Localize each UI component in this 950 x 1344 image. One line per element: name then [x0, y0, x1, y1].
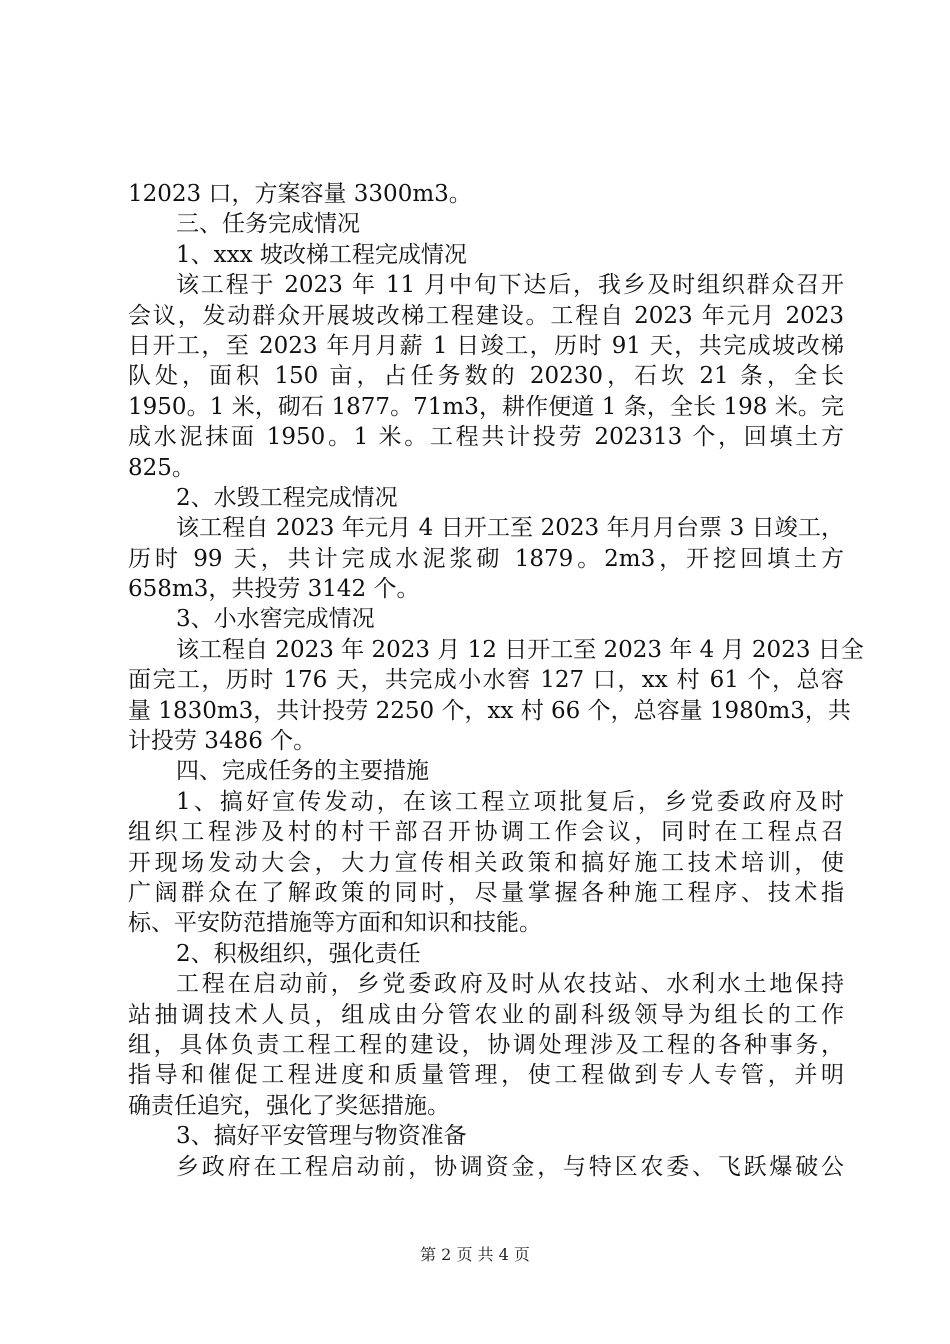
text-line: 面完工，历时 176 天，共完成小水窖 127 口，xx 村 61 个，总容 — [128, 667, 844, 694]
text-line: 乡政府在工程启动前，协调资金，与特区农委、飞跃爆破公 — [176, 1153, 844, 1180]
text-line: 组织工程涉及村的村干部召开协调工作会议，同时在工程点召 — [128, 819, 844, 846]
text-line: 开现场发动大会，大力宣传相关政策和搞好施工技术培训，使 — [128, 849, 844, 876]
text-line: 1、搞好宣传发动，在该工程立项批复后，乡党委政府及时 — [176, 788, 844, 815]
subsection-heading: 3、搞好平安管理与物资准备 — [176, 1123, 467, 1150]
text-line: 确责任追究，强化了奖惩措施。 — [128, 1092, 450, 1119]
text-line: 1950。1 米，砌石 1877。71m3，耕作便道 1 条，全长 198 米。完 — [128, 393, 844, 420]
text-line: 825。 — [128, 454, 195, 481]
text-line: 标、平安防范措施等方面和知识和技能。 — [128, 910, 542, 937]
text-line: 该工程自 2023 年元月 4 日开工至 2023 年月月台票 3 日竣工， — [176, 515, 844, 542]
text-line: 站抽调技术人员，组成由分管农业的副科级领导为组长的工作 — [128, 1001, 844, 1028]
body-text — [128, 179, 864, 1182]
subsection-heading: 1、xxx 坡改梯工程完成情况 — [176, 241, 467, 268]
text-line: 指导和催促工程进度和质量管理，使工程做到专人专管，并明 — [128, 1062, 844, 1089]
text-line: 该工程自 2023 年 2023 月 12 日开工至 2023 年 4 月 2023 日全 — [176, 636, 864, 663]
text-line: 量 1830m3，共计投劳 2250 个，xx 村 66 个，总容量 1980m3，共 — [128, 697, 851, 724]
text-line: 历时 99 天，共计完成水泥浆砌 1879。2m3，开挖回填土方 — [128, 545, 844, 572]
subsection-heading: 3、小水窖完成情况 — [176, 606, 375, 633]
text-line: 计投劳 3486 个。 — [128, 728, 317, 755]
section-heading: 三、任务完成情况 — [176, 211, 360, 238]
text-line: 组，具体负责工程工程的建设，协调处理涉及工程的各种事务， — [128, 1031, 844, 1058]
text-line: 广阔群众在了解政策的同时，尽量掌握各种施工程序、技术指 — [128, 879, 844, 906]
text-line: 工程在启动前，乡党委政府及时从农技站、水利水土地保持 — [176, 971, 844, 998]
subsection-heading: 2、水毁工程完成情况 — [176, 484, 398, 511]
section-heading: 四、完成任务的主要措施 — [176, 758, 429, 785]
page-number-footer: 第 2 页 共 4 页 — [420, 1245, 530, 1264]
text-line: 该工程于 2023 年 11 月中旬下达后，我乡及时组织群众召开 — [176, 272, 844, 299]
text-line: 日开工，至 2023 年月月薪 1 日竣工，历时 91 天，共完成坡改梯 — [128, 332, 844, 359]
text-line: 12023 口，方案容量 3300m3。 — [128, 181, 472, 207]
subsection-heading: 2、积极组织，强化责任 — [176, 940, 421, 967]
text-line: 658m3，共投劳 3142 个。 — [128, 576, 420, 603]
text-line: 成水泥抹面 1950。1 米。工程共计投劳 202313 个，回填土方 — [128, 424, 844, 451]
text-line: 会议，发动群众开展坡改梯工程建设。工程自 2023 年元月 2023 — [128, 302, 844, 329]
text-line: 队处，面积 150 亩，占任务数的 20230，石坎 21 条，全长 — [128, 363, 844, 390]
